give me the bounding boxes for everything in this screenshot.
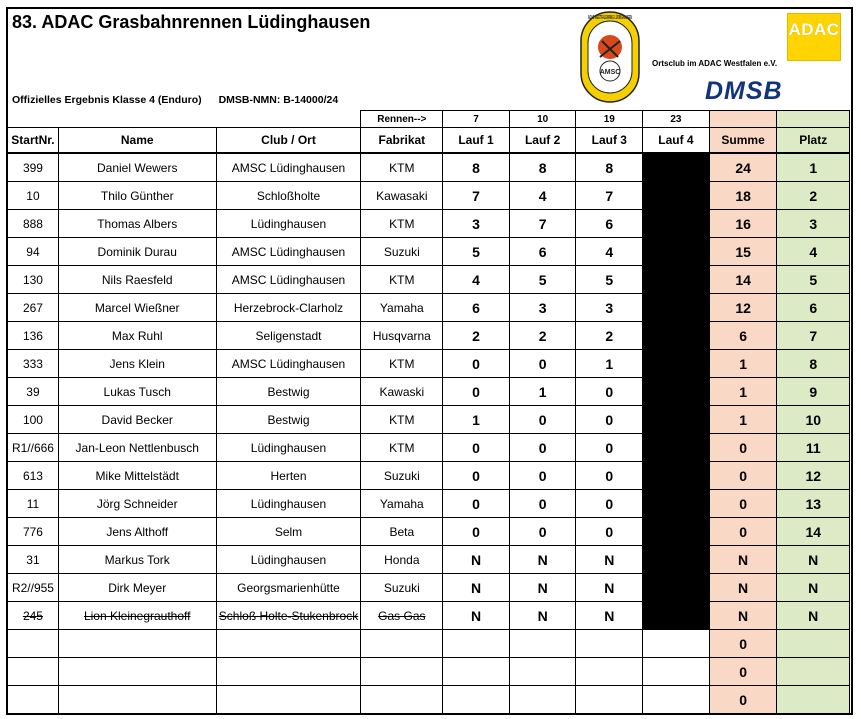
cell-name: Jens Althoff xyxy=(58,518,216,546)
cell-club: AMSC Lüdinghausen xyxy=(216,350,361,378)
cell-club: AMSC Lüdinghausen xyxy=(216,266,361,294)
cell-empty xyxy=(643,658,710,686)
cell-lauf4 xyxy=(643,462,710,490)
cell-name: Mike Mittelstädt xyxy=(58,462,216,490)
cell-startnr: 136 xyxy=(8,322,59,350)
cell-fabrikat: Gas Gas xyxy=(361,602,443,630)
cell-club: Herten xyxy=(216,462,361,490)
cell-lauf3: 3 xyxy=(576,294,643,322)
cell-empty xyxy=(576,630,643,658)
cell-name: Lion Kleinegrauthoff xyxy=(58,602,216,630)
cell-lauf3: 0 xyxy=(576,462,643,490)
race-number-lauf3: 19 xyxy=(576,111,643,128)
cell-lauf4 xyxy=(643,574,710,602)
cell-startnr: R1//666 xyxy=(8,434,59,462)
table-row xyxy=(8,490,850,518)
cell-club: Lüdinghausen xyxy=(216,434,361,462)
col-fabrikat: Fabrikat xyxy=(361,128,443,154)
cell-lauf1: 8 xyxy=(443,153,510,182)
cell-lauf1: 5 xyxy=(443,238,510,266)
adac-logo-text: ADAC xyxy=(788,20,840,39)
cell-startnr: 39 xyxy=(8,378,59,406)
table-row xyxy=(8,378,850,406)
blank-row xyxy=(8,630,850,658)
cell-startnr: 399 xyxy=(8,153,59,182)
cell-lauf3: 5 xyxy=(576,266,643,294)
cell-lauf1: 0 xyxy=(443,378,510,406)
cell-startnr: 94 xyxy=(8,238,59,266)
col-name: Name xyxy=(58,128,216,154)
cell-name: Markus Tork xyxy=(58,546,216,574)
race-platz-cell xyxy=(777,111,850,128)
blank-row xyxy=(8,686,850,714)
cell-platz: 7 xyxy=(777,322,850,350)
cell-platz: 10 xyxy=(777,406,850,434)
cell-empty xyxy=(509,658,576,686)
cell-lauf4 xyxy=(643,182,710,210)
cell-club: Lüdinghausen xyxy=(216,546,361,574)
cell-lauf2: N xyxy=(509,546,576,574)
table-row xyxy=(8,322,850,350)
col-lauf4: Lauf 4 xyxy=(643,128,710,154)
cell-name: Max Ruhl xyxy=(58,322,216,350)
cell-lauf2: 0 xyxy=(509,434,576,462)
cell-summe: 0 xyxy=(709,658,777,686)
cell-name: Lukas Tusch xyxy=(58,378,216,406)
cell-club: Georgsmarienhütte xyxy=(216,574,361,602)
col-lauf1: Lauf 1 xyxy=(443,128,510,154)
race-summe-cell xyxy=(709,111,777,128)
cell-club: Selm xyxy=(216,518,361,546)
amsc-logo-ring-text: ADAC WESTFALENRING LÜDINGHAUSEN xyxy=(588,15,689,21)
cell-summe: 0 xyxy=(709,630,777,658)
cell-lauf3: 6 xyxy=(576,210,643,238)
cell-lauf3: 0 xyxy=(576,434,643,462)
table-row xyxy=(8,518,850,546)
cell-summe: N xyxy=(709,546,777,574)
cell-lauf2: 3 xyxy=(509,294,576,322)
cell-platz: 9 xyxy=(777,378,850,406)
cell-empty xyxy=(58,658,216,686)
cell-lauf1: 0 xyxy=(443,490,510,518)
cell-platz xyxy=(777,686,850,714)
cell-name: Marcel Wießner xyxy=(58,294,216,322)
cell-name: Jan-Leon Nettlenbusch xyxy=(58,434,216,462)
cell-name: Jörg Schneider xyxy=(58,490,216,518)
cell-empty xyxy=(643,630,710,658)
cell-name: Jens Klein xyxy=(58,350,216,378)
cell-empty xyxy=(361,658,443,686)
results-sheet xyxy=(6,7,853,715)
cell-club: AMSC Lüdinghausen xyxy=(216,153,361,182)
amsc-logo-text: AMSC xyxy=(599,69,621,76)
cell-platz: 8 xyxy=(777,350,850,378)
cell-platz: 12 xyxy=(777,462,850,490)
cell-lauf4 xyxy=(643,602,710,630)
cell-lauf1: N xyxy=(443,574,510,602)
cell-fabrikat: Suzuki xyxy=(361,462,443,490)
cell-club: Lüdinghausen xyxy=(216,490,361,518)
cell-lauf1: 0 xyxy=(443,518,510,546)
cell-lauf3: 0 xyxy=(576,378,643,406)
amsc-westfalenring-logo xyxy=(580,11,689,103)
cell-platz: 1 xyxy=(777,153,850,182)
cell-empty xyxy=(576,658,643,686)
cell-lauf2: 0 xyxy=(509,490,576,518)
cell-name: Nils Raesfeld xyxy=(58,266,216,294)
cell-lauf3: N xyxy=(576,574,643,602)
cell-platz: 3 xyxy=(777,210,850,238)
subtitle xyxy=(12,94,338,106)
table-row xyxy=(8,574,850,602)
cell-lauf1: 3 xyxy=(443,210,510,238)
cell-startnr: 10 xyxy=(8,182,59,210)
cell-name: Dirk Meyer xyxy=(58,574,216,602)
cell-startnr: 130 xyxy=(8,266,59,294)
table-row xyxy=(8,153,850,182)
table-row xyxy=(8,546,850,574)
cell-fabrikat: Yamaha xyxy=(361,490,443,518)
cell-lauf3: 8 xyxy=(576,153,643,182)
cell-summe: 0 xyxy=(709,518,777,546)
cell-empty xyxy=(361,686,443,714)
dmsb-logo: DMSB xyxy=(705,77,783,105)
cell-lauf2: 4 xyxy=(509,182,576,210)
cell-empty xyxy=(361,630,443,658)
cell-summe: 15 xyxy=(709,238,777,266)
cell-lauf2: 2 xyxy=(509,322,576,350)
cell-fabrikat: KTM xyxy=(361,350,443,378)
results-table xyxy=(7,110,850,714)
class-label: Offizielles Ergebnis Klasse 4 (Enduro) xyxy=(12,94,202,106)
table-row xyxy=(8,434,850,462)
cell-lauf3: 1 xyxy=(576,350,643,378)
cell-summe: 24 xyxy=(709,153,777,182)
cell-lauf1: 0 xyxy=(443,462,510,490)
cell-lauf3: 7 xyxy=(576,182,643,210)
cell-summe: 0 xyxy=(709,686,777,714)
cell-fabrikat: KTM xyxy=(361,434,443,462)
cell-fabrikat: Kawasaki xyxy=(361,182,443,210)
table-row xyxy=(8,266,850,294)
cell-summe: 12 xyxy=(709,294,777,322)
cell-startnr: 267 xyxy=(8,294,59,322)
cell-empty xyxy=(509,630,576,658)
cell-summe: 0 xyxy=(709,462,777,490)
cell-empty xyxy=(443,658,510,686)
cell-fabrikat: Husqvarna xyxy=(361,322,443,350)
adac-logo xyxy=(787,13,841,61)
race-number-row xyxy=(8,111,850,128)
cell-club: Schloßholte xyxy=(216,182,361,210)
cell-empty xyxy=(8,630,59,658)
cell-fabrikat: Beta xyxy=(361,518,443,546)
cell-startnr: 11 xyxy=(8,490,59,518)
cell-platz: 6 xyxy=(777,294,850,322)
cell-lauf2: 5 xyxy=(509,266,576,294)
cell-empty xyxy=(58,630,216,658)
cell-lauf3: N xyxy=(576,602,643,630)
cell-lauf4 xyxy=(643,294,710,322)
cell-lauf2: 0 xyxy=(509,462,576,490)
cell-lauf1: 7 xyxy=(443,182,510,210)
table-row xyxy=(8,406,850,434)
ortsclub-label: Ortsclub im ADAC Westfalen e.V. xyxy=(652,59,778,68)
cell-fabrikat: KTM xyxy=(361,406,443,434)
cell-summe: 6 xyxy=(709,322,777,350)
cell-summe: 18 xyxy=(709,182,777,210)
cell-lauf3: 0 xyxy=(576,518,643,546)
cell-platz: 13 xyxy=(777,490,850,518)
cell-name: Thomas Albers xyxy=(58,210,216,238)
cell-lauf4 xyxy=(643,378,710,406)
cell-name: Thilo Günther xyxy=(58,182,216,210)
cell-summe: 1 xyxy=(709,406,777,434)
cell-platz: N xyxy=(777,602,850,630)
cell-summe: 1 xyxy=(709,378,777,406)
cell-empty xyxy=(643,686,710,714)
cell-empty xyxy=(509,686,576,714)
cell-platz: 14 xyxy=(777,518,850,546)
cell-lauf1: 2 xyxy=(443,322,510,350)
col-startnr: StartNr. xyxy=(8,128,59,154)
cell-summe: 1 xyxy=(709,350,777,378)
blank-row xyxy=(8,658,850,686)
cell-lauf2: N xyxy=(509,574,576,602)
col-lauf2: Lauf 2 xyxy=(509,128,576,154)
cell-platz xyxy=(777,630,850,658)
cell-club: Lüdinghausen xyxy=(216,210,361,238)
cell-lauf4 xyxy=(643,406,710,434)
cell-lauf3: N xyxy=(576,546,643,574)
cell-lauf2: 0 xyxy=(509,406,576,434)
cell-platz: N xyxy=(777,546,850,574)
cell-fabrikat: KTM xyxy=(361,210,443,238)
cell-platz: 5 xyxy=(777,266,850,294)
cell-empty xyxy=(216,658,361,686)
cell-lauf1: 0 xyxy=(443,434,510,462)
cell-club: Bestwig xyxy=(216,378,361,406)
cell-lauf3: 4 xyxy=(576,238,643,266)
table-row xyxy=(8,294,850,322)
cell-lauf2: 8 xyxy=(509,153,576,182)
cell-club: AMSC Lüdinghausen xyxy=(216,238,361,266)
cell-startnr: 333 xyxy=(8,350,59,378)
cell-startnr: 776 xyxy=(8,518,59,546)
cell-platz: 11 xyxy=(777,434,850,462)
cell-empty xyxy=(58,686,216,714)
cell-summe: N xyxy=(709,574,777,602)
race-number-lauf1: 7 xyxy=(443,111,510,128)
cell-lauf4 xyxy=(643,434,710,462)
cell-lauf4 xyxy=(643,266,710,294)
cell-lauf1: 6 xyxy=(443,294,510,322)
cell-empty xyxy=(576,686,643,714)
table-row xyxy=(8,602,850,630)
cell-name: Dominik Durau xyxy=(58,238,216,266)
cell-lauf4 xyxy=(643,238,710,266)
cell-fabrikat: Yamaha xyxy=(361,294,443,322)
cell-fabrikat: Suzuki xyxy=(361,238,443,266)
header-row xyxy=(8,128,850,154)
cell-club: Bestwig xyxy=(216,406,361,434)
cell-summe: 0 xyxy=(709,434,777,462)
cell-startnr: 245 xyxy=(8,602,59,630)
cell-lauf2: 1 xyxy=(509,378,576,406)
cell-lauf1: 0 xyxy=(443,350,510,378)
cell-club: Seligenstadt xyxy=(216,322,361,350)
cell-empty xyxy=(216,630,361,658)
cell-club: Schloß Holte-Stukenbrock xyxy=(216,602,361,630)
cell-lauf2: 7 xyxy=(509,210,576,238)
cell-empty xyxy=(216,686,361,714)
cell-lauf4 xyxy=(643,210,710,238)
cell-empty xyxy=(443,686,510,714)
cell-fabrikat: Suzuki xyxy=(361,574,443,602)
cell-summe: 16 xyxy=(709,210,777,238)
cell-lauf4 xyxy=(643,546,710,574)
col-lauf3: Lauf 3 xyxy=(576,128,643,154)
cell-fabrikat: Honda xyxy=(361,546,443,574)
cell-platz: 4 xyxy=(777,238,850,266)
cell-lauf4 xyxy=(643,322,710,350)
cell-lauf2: N xyxy=(509,602,576,630)
race-number-lauf4: 23 xyxy=(643,111,710,128)
col-platz: Platz xyxy=(777,128,850,154)
cell-empty xyxy=(8,658,59,686)
cell-club: Herzebrock-Clarholz xyxy=(216,294,361,322)
cell-summe: 14 xyxy=(709,266,777,294)
cell-empty xyxy=(443,630,510,658)
cell-platz: 2 xyxy=(777,182,850,210)
cell-startnr: 100 xyxy=(8,406,59,434)
table-row xyxy=(8,210,850,238)
cell-fabrikat: KTM xyxy=(361,153,443,182)
table-row xyxy=(8,182,850,210)
col-club: Club / Ort xyxy=(216,128,361,154)
cell-fabrikat: KTM xyxy=(361,266,443,294)
cell-lauf2: 6 xyxy=(509,238,576,266)
table-row xyxy=(8,462,850,490)
cell-lauf3: 0 xyxy=(576,406,643,434)
dmsb-nmn-label: DMSB-NMN: B-14000/24 xyxy=(218,94,339,106)
cell-startnr: 613 xyxy=(8,462,59,490)
cell-lauf3: 0 xyxy=(576,490,643,518)
cell-lauf2: 0 xyxy=(509,350,576,378)
cell-name: David Becker xyxy=(58,406,216,434)
cell-lauf1: 4 xyxy=(443,266,510,294)
cell-startnr: R2//955 xyxy=(8,574,59,602)
cell-summe: N xyxy=(709,602,777,630)
cell-lauf4 xyxy=(643,350,710,378)
cell-empty xyxy=(8,686,59,714)
page-title: 83. ADAC Grasbahnrennen Lüdinghausen xyxy=(12,12,371,32)
cell-lauf4 xyxy=(643,153,710,182)
cell-fabrikat: Kawaski xyxy=(361,378,443,406)
cell-summe: 0 xyxy=(709,490,777,518)
cell-name: Daniel Wewers xyxy=(58,153,216,182)
cell-lauf3: 2 xyxy=(576,322,643,350)
cell-platz xyxy=(777,658,850,686)
col-summe: Summe xyxy=(709,128,777,154)
race-number-lauf2: 10 xyxy=(509,111,576,128)
cell-startnr: 888 xyxy=(8,210,59,238)
table-row xyxy=(8,238,850,266)
cell-lauf1: N xyxy=(443,546,510,574)
table-row xyxy=(8,350,850,378)
cell-lauf4 xyxy=(643,490,710,518)
cell-platz: N xyxy=(777,574,850,602)
cell-lauf4 xyxy=(643,518,710,546)
cell-lauf1: N xyxy=(443,602,510,630)
cell-startnr: 31 xyxy=(8,546,59,574)
race-label: Rennen--> xyxy=(361,111,443,128)
cell-lauf1: 1 xyxy=(443,406,510,434)
cell-lauf2: 0 xyxy=(509,518,576,546)
